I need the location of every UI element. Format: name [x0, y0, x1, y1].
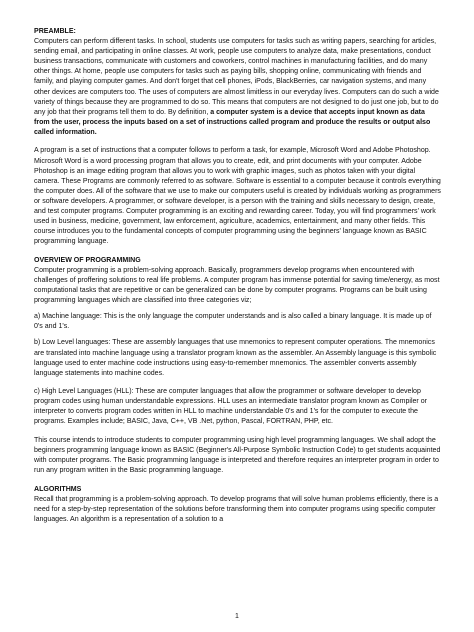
- overview-paragraph: Computer programming is a problem-solving approach. Basically, programmers develop programs when encountered with challenges of proffering solutions to real life problems. A computer program has immense potential for saving time/energy, as most computational tasks that are repetitive or can be generalized can be done by computer programs. Programs can be built using programming languages which are classified into three categories viz;: [34, 266, 440, 305]
- course-paragraph: This course intends to introduce students to computer programming using high level programming languages. We shall adopt the beginners programming language known as BASIC (Beginner's All-Purpose Symbolic Instruction Code) to get students acquainted with computer programs. The Basic programming language is interpreted and therefore requires an interpreter program in order to run any program written in the Basic programming language.: [34, 436, 441, 475]
- computer-system-definition: a computer system is a device that accepts input known as data from the user, process the inputs based on a set of instructions called program and produce the results or output also called information.: [34, 108, 431, 136]
- preamble-paragraph: [34, 37, 441, 138]
- high-level-language-item: c) High Level Languages (HLL): These are computer languages that allow the programmer or software developer to develop program codes using human understandable expressions. HLL uses an intermediate translator program known as Compiler or interpreter to converts program codes written in HLL to machine understandable 0's and 1's for the computer to execute the programs. Examples include; BASIC, Java, C++, VB .Net, python, Pascal, FORTRAN, PHP, etc.: [34, 388, 428, 426]
- low-level-language-item: b) Low Level languages: These are assembly languages that use mnemonics to represent computer operations. The mnemonics are translated into machine language using a translator program known as the assembler. An Assembly language is this symbolic language used to enter machine code instructions using easy-to-remember mnemonics. The assembler converts assembly language statements into machine codes.: [34, 339, 437, 377]
- overview-heading: OVERVIEW OF PROGRAMMING: [34, 256, 141, 264]
- page-number: 1: [235, 613, 239, 620]
- machine-language-item: a) Machine language: This is the only language the computer understands and is also called a binary language. It is made up of 0's and 1's.: [34, 313, 432, 331]
- algorithms-heading: ALGORITHMS: [34, 485, 82, 493]
- program-paragraph: A program is a set of instructions that a computer follows to perform a task, for example, Microsoft Word and Adobe Photoshop. Microsoft Word is a word processing program that allows you to create, edit, and print documents with your computer. Adobe Photoshop is an image editing program that allows you to work with graphic images, such as photos taken with your digital camera. These Programs are commonly referred to as software. Software is essential to a computer because it controls everything the computer does. All of the software that we use to make our computers useful is created by individuals working as programmers or software developers. A programmer, or software developer, is a person with the training and skills necessary to design, create, and test computer programs. Computer programming is an exciting and rewarding career. Today, you will find programmers' work used in business, medicine, government, law enforcement, agriculture, academics, entertainment, and many other fields. This course introduces you to the fundamental concepts of computer programming using the beginners' language known as BASIC programming language.: [34, 147, 441, 246]
- preamble-text: Computers can perform different tasks. In school, students use computers for tasks such as writing papers, searching for articles, sending email, and participating in online classes. At work, people use computers to analyze data, make presentations, conduct business transactions, communicate with customers and coworkers, control machines in manufacturing facilities, and do many other things. At home, people use computers for tasks such as paying bills, shopping online, communicating with friends and family, and playing computer games. And don't forget that cell phones, iPods, BlackBerries, car navigation systems, and many other devices are computers too. The uses of computers are almost limitless in our everyday lives. Computers can do such a wide variety of things because they are programmed to do so. This means that computers are not designed to do just one job, but to do any job that their programs tell them to do. By definition,: [34, 38, 439, 116]
- algorithms-paragraph: Recall that programming is a problem-solving approach. To develop programs that will solve human problems efficiently, there is a need for a step-by-step representation of the solutions before transforming them into computer programs using specific computer languages. An algorithm is a representation of a solution to a: [34, 495, 439, 523]
- preamble-heading: PREAMBLE:: [34, 28, 76, 35]
